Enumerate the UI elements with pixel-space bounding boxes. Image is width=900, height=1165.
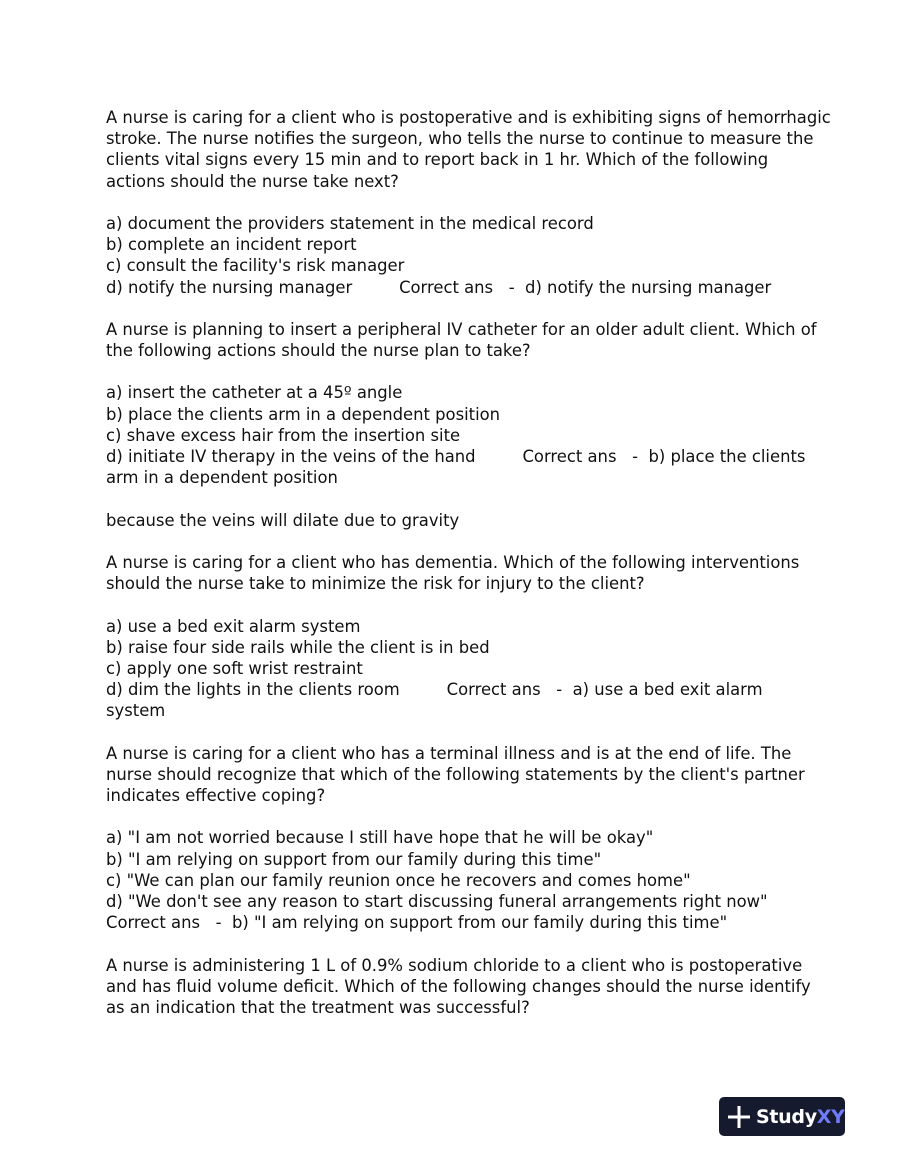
- text-line: d) dim the lights in the clients room Correct ans - a) use a bed exit alarm: [106, 680, 763, 700]
- text-line: stroke. The nurse notifies the surgeon, who tells the nurse to continue to measure the: [106, 129, 814, 149]
- text-line: the following actions should the nurse plan to take?: [106, 341, 531, 361]
- text-line: b) complete an incident report: [106, 235, 357, 255]
- studyxy-logo[interactable]: [719, 1097, 845, 1136]
- blank-line: [106, 488, 806, 509]
- text-line: d) "We don't see any reason to start discussing funeral arrangements right now": [106, 891, 768, 911]
- text-line: b) place the clients arm in a dependent position: [106, 404, 501, 424]
- logo-text: Study: [756, 1105, 817, 1128]
- text-line: c) consult the facility's risk manager: [106, 256, 405, 276]
- blank-line: [106, 721, 806, 742]
- text-line: c) apply one soft wrist restraint: [106, 658, 363, 678]
- document-body: [106, 107, 831, 1018]
- text-line: A nurse is caring for a client who is postoperative and is exhibiting signs of hemorrhagic: [106, 108, 831, 127]
- text-line: indicates effective coping?: [106, 786, 326, 805]
- blank-line: [106, 806, 806, 827]
- blank-line: [106, 531, 806, 552]
- text-line: c) shave excess hair from the insertion site: [106, 425, 461, 445]
- text-line: c) "We can plan our family reunion once he recovers and comes home": [106, 870, 691, 890]
- text-line: clients vital signs every 15 min and to report back in 1 hr. Which of the following: [106, 150, 769, 170]
- text-line: a) "I am not worried because I still have hope that he will be okay": [106, 828, 654, 848]
- plus-icon: [726, 1104, 752, 1130]
- text-line: arm in a dependent position: [106, 468, 338, 488]
- text-line: A nurse is caring for a client who has a terminal illness and is at the end of life. The: [106, 743, 792, 763]
- text-line: a) document the providers statement in the medical record: [106, 213, 594, 233]
- text-line: system: [106, 701, 166, 721]
- text-line: d) notify the nursing manager Correct ans - d) notify the nursing manager: [106, 277, 772, 297]
- text-line: d) initiate IV therapy in the veins of the hand Correct ans - b) place the clients: [106, 447, 806, 466]
- blank-line: [106, 298, 806, 319]
- logo-text-accent: XY: [816, 1105, 845, 1128]
- blank-line: [106, 933, 806, 954]
- text-line: b) "I am relying on support from our family during this time": [106, 849, 602, 869]
- text-line: should the nurse take to minimize the risk for injury to the client?: [106, 574, 645, 594]
- blank-line: [106, 361, 806, 382]
- text-line: because the veins will dilate due to gravity: [106, 510, 460, 530]
- text-line: A nurse is caring for a client who has dementia. Which of the following interventions: [106, 552, 800, 572]
- text-line: a) insert the catheter at a 45º angle: [106, 383, 403, 403]
- blank-line: [106, 594, 806, 615]
- text-line: b) raise four side rails while the client is in bed: [106, 637, 490, 657]
- text-line: as an indication that the treatment was successful?: [106, 997, 530, 1017]
- text-line: a) use a bed exit alarm system: [106, 616, 361, 636]
- text-line: A nurse is planning to insert a peripheral IV catheter for an older adult client. Which of: [106, 319, 817, 339]
- text-line: A nurse is administering 1 L of 0.9% sodium chloride to a client who is postoperative: [106, 955, 803, 975]
- text-line: Correct ans - b) "I am relying on support from our family during this time": [106, 913, 728, 933]
- text-line: actions should the nurse take next?: [106, 171, 399, 191]
- blank-line: [106, 192, 806, 213]
- text-line: and has fluid volume deficit. Which of the following changes should the nurse identify: [106, 976, 811, 996]
- text-line: nurse should recognize that which of the following statements by the client's partner: [106, 764, 805, 784]
